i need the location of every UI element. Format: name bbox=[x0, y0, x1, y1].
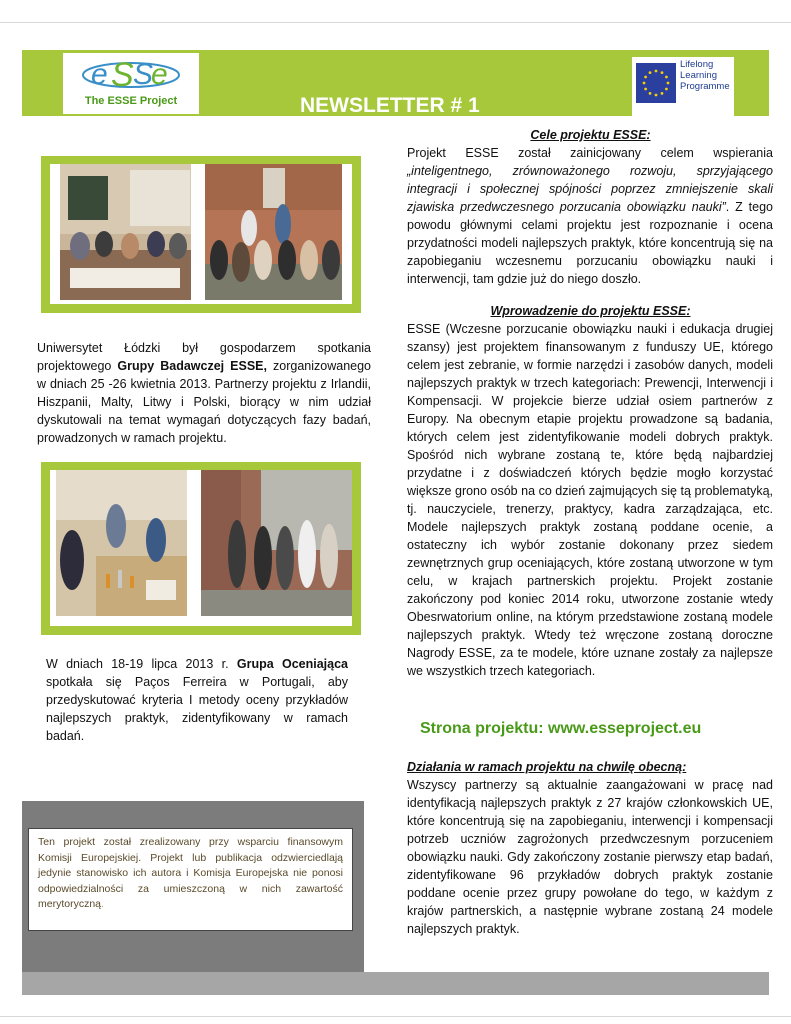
svg-text:e: e bbox=[91, 58, 108, 91]
project-intro-text: ESSE (Wczesne porzucanie obowiązku nauki i edukacja drugiej szansy) jest projektem finansowanym z funduszy UE, którego celem jest zebranie, w formie narzędzi i zasobów danych, modeli najlepszych praktyk w trzech kategoriach: Prewencji, Interwencji i Kompensacji. W projekcie bierze udział osiem partnerów z Europy. Na obecnym etapie projektu prowadzone są badania, których celem jest zidentyfikowanie modeli dobrych praktyk. Spośród nich wybrane zostaną te, które będą najbardziej przydatne i z doświadczeń których będzie mogło korzystać większe grono osób na co dzień zajmujących się tą problematyką, tj. nauczyciele, trenerzy, praktycy, kadra zarządzająca, etc. Modele najlepszych praktyk zostaną poddane ocenie, a ostateczny ich wybór zostanie dokonany przez siedem zewnętrznych grup oceniających, które zostaną utworzone w tym celu, w krajach partnerskich projektu. Projekt zostanie zakończony pod koniec 2014 roku, utworzone zostanie wtedy Obesrwatorium online, na którym przedstawione zostaną modele najlepszych praktyk. Wtedy też wręczone zostaną doroczne Nagrody ESSE, za te modele, które uznane zostały za najlepsze we wszystkich trzech kategoriach. bbox=[407, 322, 773, 678]
intro-paragraph-portugal: W dniach 18-19 lipca 2013 r. Grupa Oceniająca spotkała się Paços Ferreira w Portugali, aby przedyskutować kryteria I metody oceny przykładów najlepszych praktyk, zidentyfikowany w ramach badań. bbox=[46, 657, 348, 743]
esse-logo-graphic bbox=[63, 53, 199, 97]
current-activities-text: Wszyscy partnerzy są aktualnie zaangażowani w pracę nad identyfikacją najlepszych praktyk z 27 krajów członkowskich UE, które koncentrują się na zapobieganiu, interwencji i kompensacji potrzeb uczniów zagrożonych przedwczesnym porzuceniem obowiązku nauki. Gdy zakończony zostanie pierwszy etap badań, zidentyfikowane 96 przykładów dobrych praktyk zostanie poddane ocenie przez grupy powołane do tego, w każdym z krajów partnerskich, a następnie wybrane zostaną 24 modele najlepszych praktyk. bbox=[407, 778, 773, 936]
svg-text:S: S bbox=[111, 56, 134, 94]
bottom-rule bbox=[0, 1016, 791, 1017]
eu-flag-icon bbox=[636, 63, 676, 103]
esse-logo bbox=[63, 53, 199, 114]
meeting-photo-portugal-1 bbox=[56, 470, 187, 616]
lifelong-learning-logo bbox=[632, 57, 734, 117]
footer-band bbox=[22, 972, 769, 995]
meeting-photo-portugal-2 bbox=[201, 470, 352, 616]
heading-current-activities: Działania w ramach projektu na chwilę obecną: bbox=[407, 760, 687, 774]
llp-logo-text: Lifelong Learning Programme bbox=[680, 59, 730, 92]
heading-project-goals: Cele projektu ESSE: bbox=[530, 128, 651, 142]
eu-disclaimer: Ten projekt został zrealizowany przy wsparciu finansowym Komisji Europejskiej. Projekt lub publikacja odzwierciedlają jedynie stanowisko ich autora i Komisja Europejska nie ponosi odpowiedzialności za umieszczoną w nich zawartość merytoryczną. bbox=[28, 828, 353, 931]
meeting-photo-lodz-2 bbox=[205, 164, 342, 300]
esse-logo-caption: The ESSE Project bbox=[84, 95, 178, 107]
meeting-photo-lodz-1 bbox=[60, 164, 191, 300]
intro-paragraph-lodz: Uniwersytet Łódzki był gospodarzem spotkania projektowego Grupy Badawczej ESSE, zorganizowanego w dniach 25 -26 kwietnia 2013. Partnerzy projektu z Irlandii, Hiszpanii, Malty, Litwy i Polski, biorący w nim udział dyskutowali na temat wymagań dotyczących fazy badań, prowadzonych w ramach projektu. bbox=[37, 341, 372, 445]
project-goals-text: Projekt ESSE został zainicjowany celem wspierania „inteligentnego, zrównoważonego rozwoju, sprzyjającego integracji i społecznej spójności poprzez zmniejszenie skali zjawiska przedwczesnego porzucania obowiązku nauki”. Z tego powodu głównymi celami projektu jest rozpoznanie i ocena przydatności modeli najlepszych praktyk, które koncentrują się na zapobieganiu wczesnemu porzucaniu obowiązku nauki i interwencji, tam gdzie już do niego doszło. bbox=[407, 146, 773, 286]
svg-text:S: S bbox=[133, 58, 154, 91]
project-website-link[interactable]: Strona projektu: www.esseproject.eu bbox=[420, 720, 702, 737]
heading-project-intro: Wprowadzenie do projektu ESSE: bbox=[490, 304, 691, 318]
newsletter-title: NEWSLETTER # 1 bbox=[300, 94, 480, 117]
top-rule bbox=[0, 22, 791, 23]
svg-text:e: e bbox=[151, 58, 168, 91]
